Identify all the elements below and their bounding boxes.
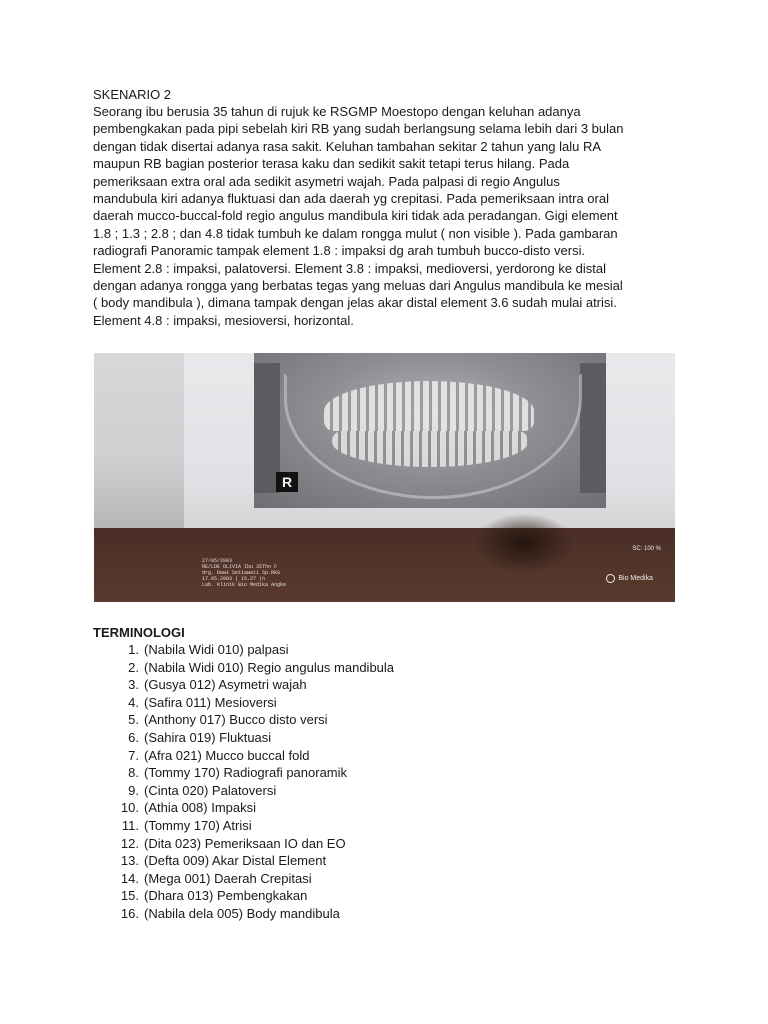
overlay-line: 17.05.2003 | 15.27 |n	[202, 576, 266, 582]
scenario-line: Seorang ibu berusia 35 tahun di rujuk ke RSGMP Moestopo dengan keluhan adanya	[93, 104, 581, 119]
scenario-line: pemeriksaan extra oral ada sedikit asymetri wajah. Pada palpasi di regio Angulus	[93, 173, 560, 189]
panoramic-film	[254, 353, 606, 508]
list-item: 7. (Afra 021) Mucco buccal fold	[128, 747, 310, 763]
list-item: 6. (Sahira 019) Fluktuasi	[128, 729, 272, 745]
scenario-line: ( body mandibula ), dimana tampak dengan jelas akar distal element 3.6 sudah mulai atrisi.	[93, 295, 617, 311]
scenario-line: dengan adanya rongga yang berbatas tegas yang meluas dari Angulus mandibula ke mesial	[93, 278, 623, 294]
scenario-line: mandubula kiri adanya fluktuasi dan ada daerah yg crepitasi. Pada pemeriksaan intra oral	[93, 191, 609, 207]
radiograph-info-overlay	[202, 558, 286, 588]
film-edge-right	[580, 363, 606, 493]
list-item: 3. (Gusya 012) Asymetri wajah	[128, 677, 307, 693]
list-item: 16. (Nabila dela 005) Body mandibula	[120, 905, 340, 921]
panoramic-radiograph-photo	[94, 353, 675, 602]
overlay-line: RE/LDE OLIVIA Ibu 35Thn F	[202, 564, 278, 570]
list-item: 15. (Dhara 013) Pembengkakan	[120, 888, 308, 904]
list-item: 14. (Mega 001) Daerah Crepitasi	[120, 870, 312, 886]
scenario-line: maupun RB bagian posterior terasa kaku dan sedikit sakit tetapi terus hilang. Pada	[93, 156, 570, 172]
right-side-marker: R	[276, 472, 298, 492]
list-item: 8. (Tommy 170) Radiografi panoramik	[128, 765, 348, 781]
scenario-line: Element 4.8 : impaksi, mesioversi, horizontal.	[93, 312, 354, 328]
zoom-label: SC: 100 %	[632, 546, 661, 552]
list-item: 12. (Dita 023) Pemeriksaan IO dan EO	[120, 835, 346, 851]
list-item: 11. (Tommy 170) Atrisi	[121, 817, 252, 833]
scenario-heading: SKENARIO 2	[93, 87, 172, 102]
terminologi-list	[93, 641, 394, 923]
list-item: 2. (Nabila Widi 010) Regio angulus mandibula	[128, 659, 395, 675]
scenario-line: pembengkakan pada pipi sebelah kiri RB yang sudah berlangsung selama lebih dari 3 bulan	[93, 121, 624, 137]
brand-name: Bio Medika	[618, 575, 653, 582]
scenario-line: daerah mucco-buccal-fold regio angulus mandibula kiri tidak ada peradangan. Gigi element	[93, 208, 618, 224]
overlay-line: Lab. Klinik Bio Medika Angke	[202, 582, 287, 588]
list-item: 4. (Safira 011) Mesioversi	[128, 694, 277, 710]
list-item: 13. (Defta 009) Akar Distal Element	[120, 853, 327, 869]
scenario-line: Element 2.8 : impaksi, palatoversi. Element 3.8 : impaksi, medioversi, yerdorong ke distal	[93, 260, 607, 276]
brand-label	[606, 574, 653, 583]
list-item: 1. (Nabila Widi 010) palpasi	[128, 642, 289, 657]
overlay-line: 27/05/2003	[202, 558, 233, 564]
scenario-line: radiografi Panoramic tampak element 1.8 : impaksi dg arah tumbuh bucco-disto versi.	[93, 243, 586, 259]
scenario-line: 1.8 ; 1.3 ; 2.8 ; dan 4.8 tidak tumbuh ke dalam rongga mulut ( non visible ). Pada gambaran	[93, 225, 618, 241]
scenario-paragraph	[93, 103, 683, 329]
bio-medika-logo-icon	[606, 574, 615, 583]
list-item: 9. (Cinta 020) Palatoversi	[128, 782, 277, 798]
photo-reflection	[474, 513, 574, 573]
terminologi-heading: TERMINOLOGI	[93, 625, 185, 640]
list-item: 5. (Anthony 017) Bucco disto versi	[128, 712, 328, 728]
scenario-line: dengan tidak disertai adanya rasa sakit. Keluhan tambahan sekitar 2 tahun yang lalu RA	[93, 138, 602, 154]
list-item: 10. (Athia 008) Impaksi	[120, 800, 256, 816]
overlay-line: drg. Dewi Setiawati Sp.RKG	[202, 570, 281, 576]
